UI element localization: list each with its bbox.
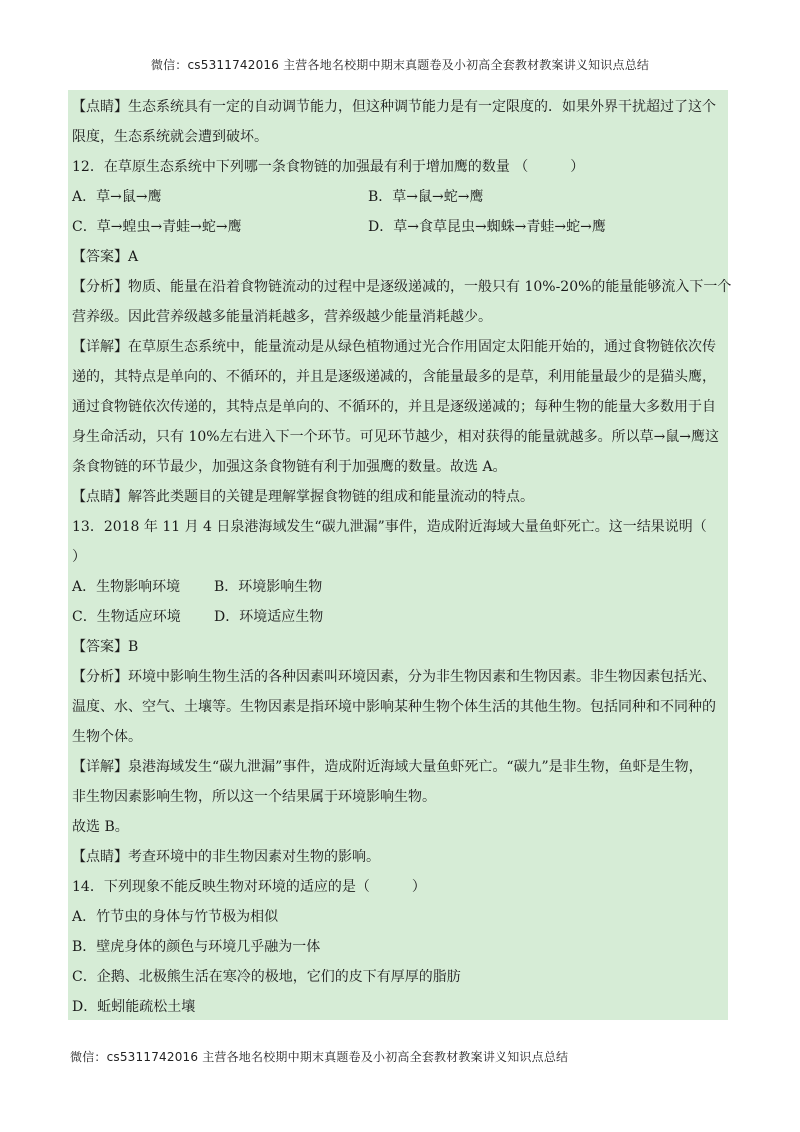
q12-option-b: B．草→鼠→蛇→鹰: [368, 189, 484, 205]
line-13: ）: [72, 549, 86, 565]
line-21: 【点睛】考查环境中的非生物因素对生物的影响。: [72, 849, 380, 865]
content-area: [68, 90, 732, 1020]
line-9: 身生命活动，只有 10%左右进入下一个环节。可见环节越少，相对获得的能量就越多。所以草→鼠→鹰这: [72, 429, 720, 445]
line-18: 【详解】泉港海域发生“碳九泄漏”事件，造成附近海域大量鱼虾死亡。“碳九”是非生物，鱼虾是生物，: [72, 759, 703, 775]
line-6: 【详解】在草原生态系统中，能量流动是从绿色植物通过光合作用固定太阳能开始的，通过食物链依次传: [72, 339, 716, 355]
line-26: D．蚯蚓能疏松土壤: [72, 999, 196, 1015]
line-20: 故选 B。: [72, 819, 129, 835]
line-15: 【分析】环境中影响生物生活的各种因素叫环境因素，分为非生物因素和生物因素。非生物因素包括光、: [72, 669, 716, 685]
line-23: A．竹节虫的身体与竹节极为相似: [72, 909, 279, 925]
page-footer: 微信：cs5311742016 主营各地名校期中期末真题卷及小初高全套教材教案讲义知识点总结: [70, 1050, 569, 1064]
line-14: 【答案】B: [72, 639, 139, 655]
line-24: B．壁虎身体的颜色与环境几乎融为一体: [72, 939, 321, 955]
line-0: 【点睛】生态系统具有一定的自动调节能力，但这种调节能力是有一定限度的．如果外界干扰超过了这个: [72, 99, 716, 115]
line-12: 13．2018 年 11 月 4 日泉港海域发生“碳九泄漏”事件，造成附近海域大量鱼虾死亡。这一结果说明（: [72, 519, 707, 535]
q13-option-d: D．环境适应生物: [214, 609, 324, 625]
page-header: 微信：cs5311742016 主营各地名校期中期末真题卷及小初高全套教材教案讲义知识点总结: [150, 58, 650, 72]
q13-option-b: B．环境影响生物: [214, 579, 323, 595]
q12-option-d: D．草→食草昆虫→蜘蛛→青蛙→蛇→鹰: [368, 219, 606, 235]
line-16: 温度、水、空气、土壤等。生物因素是指环境中影响某种生物个体生活的其他生物。包括同种和不同种的: [72, 699, 716, 715]
line-7: 递的，其特点是单向的、不循环的，并且是逐级递减的，含能量最多的是草，利用能量最少的是猫头鹰，: [72, 369, 716, 385]
line-25: C．企鹅、北极熊生活在寒冷的极地，它们的皮下有厚厚的脂肪: [72, 969, 461, 985]
line-5: 营养级。因此营养级越多能量消耗越多，营养级越少能量消耗越少。: [72, 309, 492, 325]
q12-option-a: A．草→鼠→鹰: [72, 189, 162, 205]
q12-option-c: C．草→蝗虫→青蛙→蛇→鹰: [72, 219, 242, 235]
line-17: 生物个体。: [72, 729, 142, 745]
line-2: 12．在草原生态系统中下列哪一条食物链的加强最有利于增加鹰的数量 （ ）: [72, 159, 585, 175]
line-4: 【分析】物质、能量在沿着食物链流动的过程中是逐级递减的，一般只有 10%-20%的能量能够流入下一个: [72, 279, 732, 295]
line-22: 14．下列现象不能反映生物对环境的适应的是（ ）: [72, 879, 426, 895]
line-11: 【点睛】解答此类题目的关键是理解掌握食物链的组成和能量流动的特点。: [72, 489, 534, 505]
line-1: 限度，生态系统就会遭到破坏。: [72, 129, 268, 145]
line-10: 条食物链的环节最少，加强这条食物链有利于加强鹰的数量。故选 A。: [72, 459, 507, 475]
q13-option-c: C．生物适应环境: [72, 609, 181, 625]
line-19: 非生物因素影响生物，所以这一个结果属于环境影响生物。: [72, 789, 436, 805]
q13-option-a: A．生物影响环境: [72, 579, 181, 595]
line-3: 【答案】A: [72, 249, 139, 265]
line-8: 通过食物链依次传递的，其特点是单向的、不循环的，并且是逐级递减的；每种生物的能量大多数用于自: [72, 399, 716, 415]
